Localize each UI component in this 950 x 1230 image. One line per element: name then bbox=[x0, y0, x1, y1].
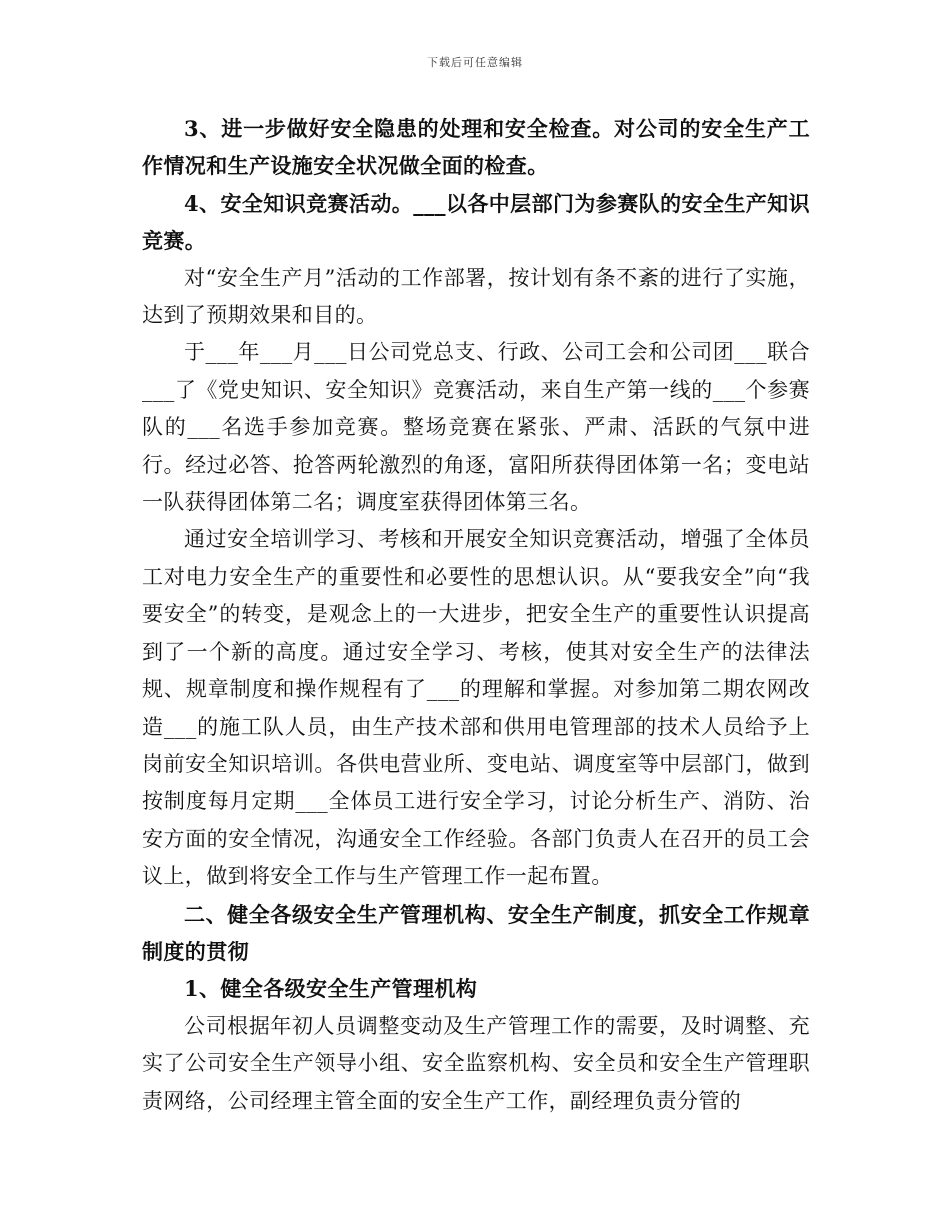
paragraph-safety-inspection: 3、进一步做好安全隐患的处理和安全检查。对公司的安全生产工作情况和生产设施安全状况做全面的检查。 bbox=[142, 116, 810, 179]
section-heading-two: 二、健全各级安全生产管理机构、安全生产制度，抓安全工作规章制度的贯彻 bbox=[142, 901, 810, 964]
paragraph-training-results: 通过安全培训学习、考核和开展安全知识竞赛活动，增强了全体员工对电力安全生产的重要性和必要性的思想认识。从“要我安全”向“我要安全”的转变，是观念上的一大进步，把安全生产的重要性认识提高到了一个新的高度。通过安全学习、考核，使其对安全生产的法律法规、规章制度和操作规程有了___的理解和掌握。对参加第二期农网改造___的施工队人员，由生产技术部和供用电管理部的技术人员给予上岗前安全知识培训。各供电营业所、变电站、调度室等中层部门，做到按制度每月定期___全体员工进行安全学习，讨论分析生产、消防、治安方面的安全情况，沟通安全工作经验。各部门负责人在召开的员工会议上，做到将安全工作与生产管理工作一起布置。 bbox=[142, 527, 810, 889]
paragraph-safety-month: 对“安全生产月”活动的工作部署，按计划有条不紊的进行了实施，达到了预期效果和目的。 bbox=[142, 265, 810, 328]
document-body bbox=[142, 110, 810, 1120]
paragraph-contest-details: 于___年___月___日公司党总支、行政、公司工会和公司团___联合___了《党史知识、安全知识》竞赛活动，来自生产第一线的___个参赛队的___名选手参加竞赛。整场竞赛在紧张、严肃、活跃的气氛中进行。经过必答、抢答两轮激烈的角逐，富阳所获得团体第一名；变电站一队获得团体第二名；调度室获得团体第三名。 bbox=[142, 340, 810, 515]
page-header-note: 下载后可任意编辑 bbox=[427, 56, 523, 69]
paragraph-management-structure: 公司根据年初人员调整变动及生产管理工作的需要，及时调整、充实了公司安全生产领导小组、安全监察机构、安全员和安全生产管理职责网络，公司经理主管全面的安全生产工作，副经理负责分管的 bbox=[142, 1013, 810, 1113]
paragraph-knowledge-contest: 4、安全知识竞赛活动。___以各中层部门为参赛队的安全生产知识竞赛。 bbox=[142, 190, 810, 254]
subsection-heading-one: 1、健全各级安全生产管理机构 bbox=[184, 976, 478, 1002]
